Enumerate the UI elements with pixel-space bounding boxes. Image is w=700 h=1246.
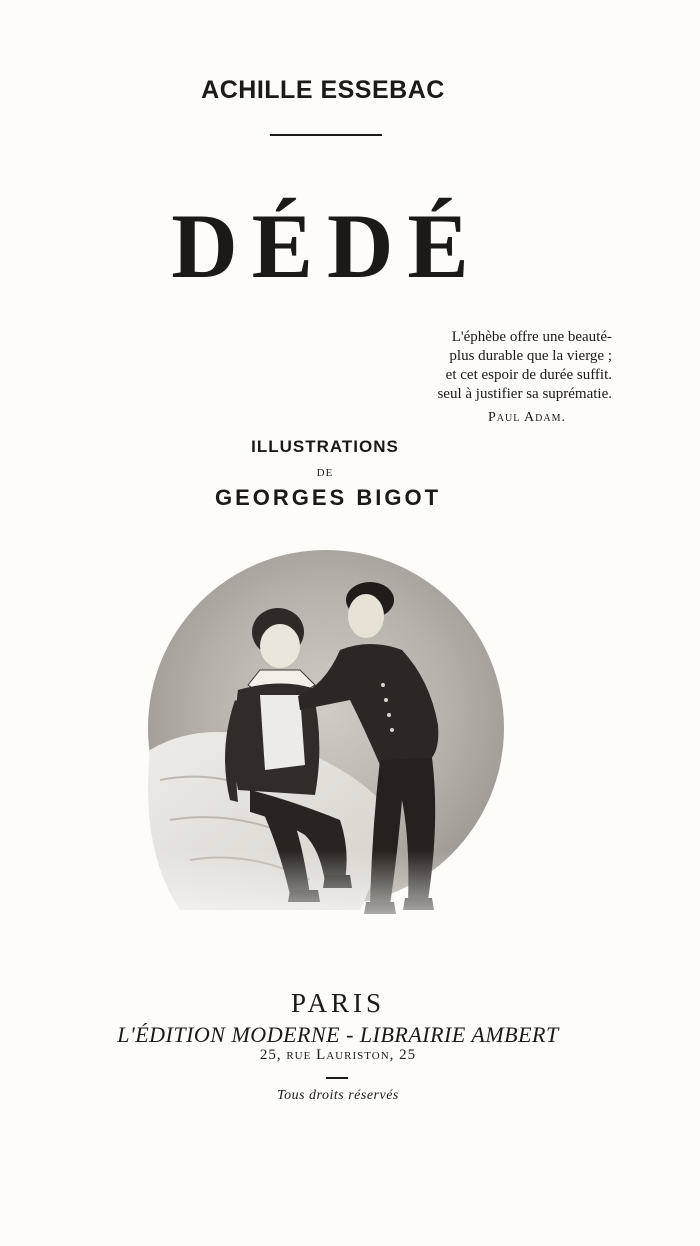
bottom-divider <box>326 1077 348 1079</box>
epigraph <box>380 328 612 427</box>
illustrator-name: GEORGES BIGOT <box>214 485 442 510</box>
author-name: ACHILLE ESSEBAC <box>201 76 445 104</box>
epigraph-line: seul à justifier sa suprématie. <box>437 386 612 402</box>
imprint-city: PARIS <box>290 988 386 1018</box>
rights-notice: Tous droits réservés <box>277 1088 399 1103</box>
top-divider <box>270 134 382 136</box>
imprint-address: 25, rue Lauriston, 25 <box>259 1047 417 1063</box>
epigraph-line: et cet espoir de durée suffit. <box>445 367 612 383</box>
illustrations-de: DE <box>316 467 334 479</box>
book-title: DÉDÉ <box>171 195 483 297</box>
epigraph-line: L'éphèbe offre une beauté- <box>451 329 612 345</box>
frontispiece-illustration <box>140 550 520 950</box>
epigraph-line: plus durable que la vierge ; <box>449 348 612 364</box>
illustrations-label: ILLUSTRATIONS <box>251 437 399 456</box>
epigraph-attribution: Paul Adam. <box>487 410 566 425</box>
imprint-publisher: L'ÉDITION MODERNE - LIBRAIRIE AMBERT <box>117 1022 559 1047</box>
